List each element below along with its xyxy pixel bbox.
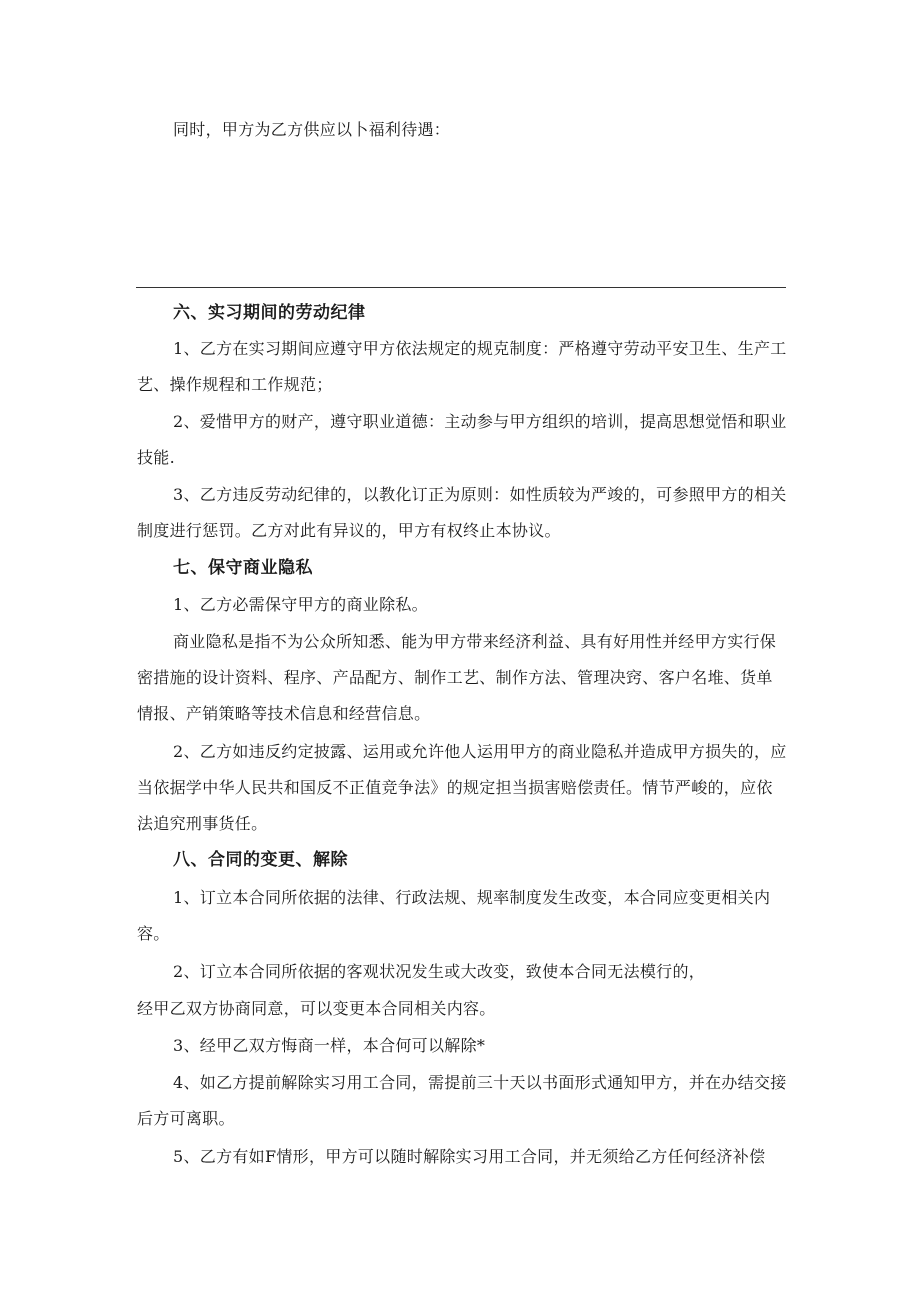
intro-paragraph: 同时，甲方为乙方供应以卜福利待遇： [173,120,451,139]
section-8-item-2-continued: 经甲乙双方协商同意，可以变更本合同相关内容。 [137,999,496,1018]
section-6-item-3: 3、乙方违反劳动纪律的，以教化订正为原则：如性质较为严竣的，可参照甲方的相关制度进行惩罚。乙方对此有异议的，甲方有权终止本协议。 [137,485,787,540]
section-6-item-2: 2、爱惜甲方的财产，遵守职业道德：主动参与甲方组织的培训，提高思想觉悟和职业技能. [137,412,787,467]
section-7-definition: 商业隐私是指不为公众所知悉、能为甲方带来经济利益、具有好用性并经甲方实行保密措施的设计资料、程序、产品配方、制作工艺、制作方法、管理决窍、客户名堆、货单情报、产销策略等技术信息和经营信息。 [137,632,777,723]
section-6-heading: 六、实习期间的劳动纪律 [173,303,366,323]
section-6-item-1: 1、乙方在实习期间应遵守甲方依法规定的规克制度：严格遵守劳动平安卫生、生产工艺、操作规程和工作规范； [137,339,787,394]
section-7-item-1: 1、乙方必需保守甲方的商业除私。 [173,595,428,614]
section-8-item-5: 5、乙方有如F情形，甲方可以随时解除实习用工合同，并无须给乙方任何经济补偿 [173,1147,766,1166]
section-8-item-4: 4、如乙方提前解除实习用工合同，需提前三十天以书面形式通知甲方，并在办结交接后方可离职。 [137,1073,787,1128]
section-7-heading: 七、保守商业隐私 [173,558,313,578]
section-8-heading: 八、合同的变更、解除 [173,850,348,870]
section-8-item-2: 2、订立本合同所依据的客观状况发生或大改变，致使本合同无法模行的， [173,962,706,981]
section-8-item-1: 1、订立本合同所依据的法律、行政法规、规率制度发生改变，本合同应变更相关内容。 [137,888,771,943]
section-8-item-3: 3、经甲乙双方悔商一样，本合何可以解除* [173,1036,486,1055]
section-7-item-2: 2、乙方如违反约定披露、运用或允许他人运用甲方的商业隐私并造成甲方损失的，应当依据学中华人民共和国反不正值竞争法》的规定担当损害赔偿责任。情节严峻的，应依法追究刑事货任。 [137,742,787,833]
section-divider [136,287,786,288]
